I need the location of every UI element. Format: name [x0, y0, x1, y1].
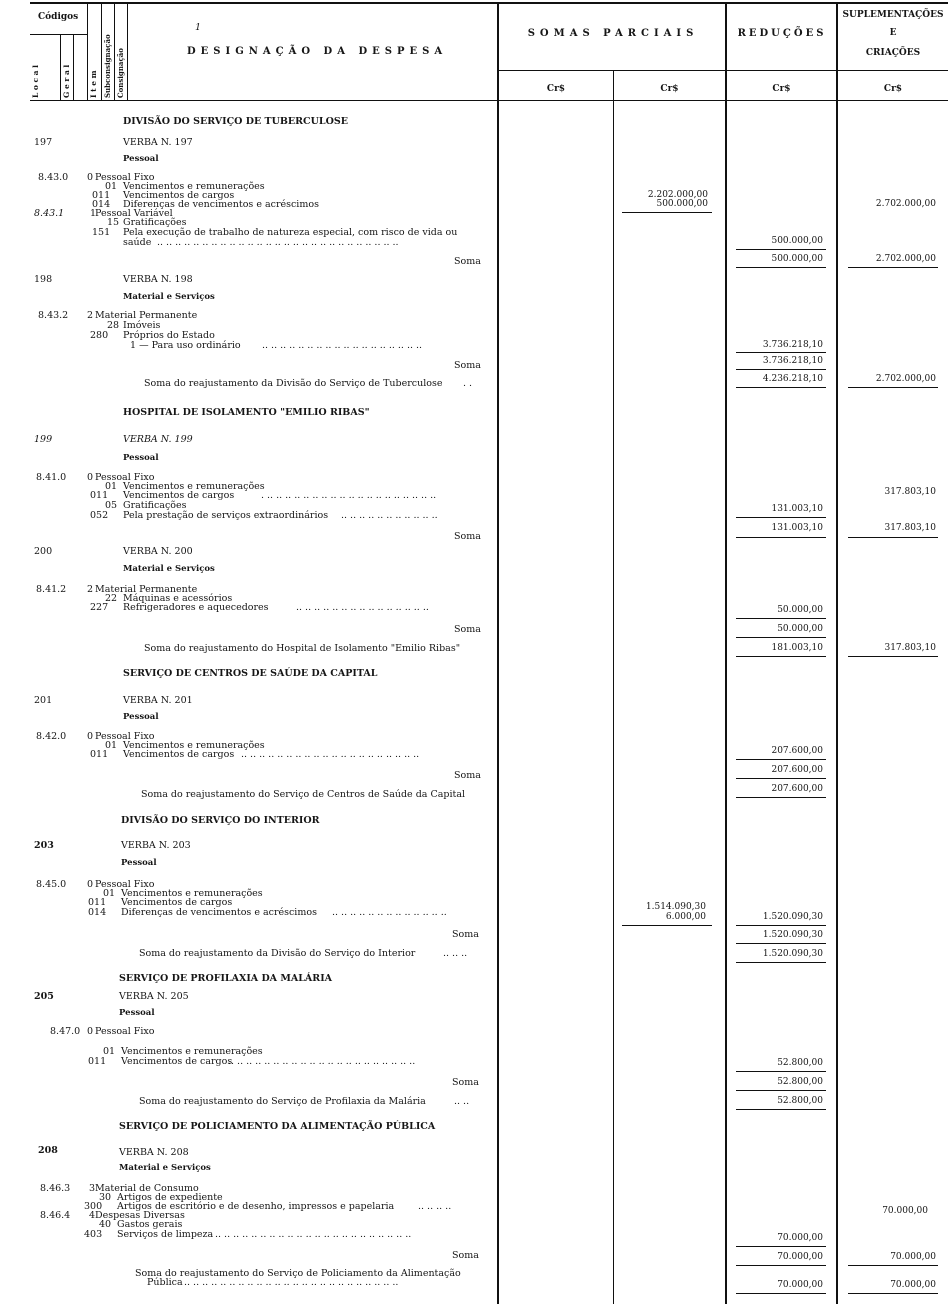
pessoal-heading: Pessoal: [123, 712, 159, 722]
verba-code-198: 198: [34, 274, 53, 285]
underline: [622, 212, 712, 213]
code-col-geral: G e r a l: [62, 64, 71, 98]
line-code: 8.46.3: [40, 1183, 71, 1194]
suplementacoes-header-2: E: [889, 28, 897, 38]
line-text: Pessoal Fixo: [95, 172, 155, 183]
underline: [736, 537, 826, 538]
col-rule-sp-mid: [613, 70, 614, 1304]
line-item: 05: [105, 500, 118, 511]
line-text: Pessoal Fixo: [95, 1026, 155, 1037]
underline: [848, 1293, 938, 1294]
currency-sup: Cr$: [883, 84, 903, 94]
soma-label: Soma: [454, 360, 481, 371]
line-text: Serviços de limpeza: [117, 1229, 214, 1240]
amount-red: 3.736.218,10: [762, 356, 823, 366]
underline: [736, 1293, 826, 1294]
amount-sup: 70.000,00: [890, 1252, 936, 1262]
amount-red: 207.600,00: [771, 746, 823, 756]
soma-label: Soma: [452, 1077, 479, 1088]
line-item: 0: [87, 731, 94, 742]
material-servicos-heading: Material e Serviços: [123, 564, 215, 574]
sp-subheader-rule: [498, 70, 726, 71]
line-item: 3: [89, 1183, 96, 1194]
line-item: 011: [92, 190, 111, 201]
dot-leader: .. ..: [454, 1096, 470, 1107]
underline: [736, 352, 826, 353]
underline: [736, 618, 826, 619]
underline: [736, 249, 826, 250]
amount-red: 207.600,00: [771, 765, 823, 775]
verba-label-203: VERBA N. 203: [121, 840, 191, 851]
line-text: saúde: [123, 237, 152, 248]
line-text: Vencimentos e remunerações: [123, 181, 265, 192]
verba-code-205: 205: [34, 991, 54, 1002]
amount-red: 131.003,10: [771, 523, 823, 533]
top-rule: [30, 2, 948, 4]
section-total-label: Soma do reajustamento da Divisão do Serviço do Interior: [139, 948, 416, 959]
section-title-malaria: SERVIÇO DE PROFILAXIA DA MALÁRIA: [119, 973, 333, 984]
currency-sp1: Cr$: [546, 84, 566, 94]
line-item: 01: [105, 481, 118, 492]
underline: [736, 1071, 826, 1072]
underline: [848, 1265, 938, 1266]
verba-label-199: VERBA N. 199: [123, 434, 193, 445]
line-text: Pessoal Variável: [95, 208, 173, 219]
underline: [736, 369, 826, 370]
dot-leader: .. .. .. .. .. .. .. .. .. .. .. .. .. .. .. .. .. .. .. .. .. .. .. ..: [184, 1277, 399, 1288]
dot-leader: . .. .. .. .. .. .. .. .. .. .. .. .. .. .. .. .. .. .. ..: [261, 490, 437, 501]
col-rule-5: [114, 4, 115, 100]
designacao-header: DESIGNAÇÃO DA DESPESA: [187, 46, 448, 57]
dot-leader: .. .. .. .. .. .. .. .. .. .. ..: [341, 510, 438, 521]
amount-red: 70.000,00: [777, 1280, 823, 1290]
underline: [736, 943, 826, 944]
section-total-label: Soma do reajustamento do Hospital de Isolamento "Emilio Ribas": [144, 643, 461, 654]
amount-red: 500.000,00: [771, 236, 823, 246]
line-text: Vencimentos e remunerações: [123, 481, 265, 492]
line-item: 28: [107, 320, 120, 331]
amount-red: 50.000,00: [777, 605, 823, 615]
amount-red: 1.520.090,30: [762, 912, 823, 922]
verba-code-199: 199: [34, 434, 53, 445]
line-code: 8.45.0: [36, 879, 67, 890]
col-rule-6: [127, 4, 128, 100]
line-item: 300: [84, 1201, 103, 1212]
line-item: 014: [88, 907, 107, 918]
amount-sp: 500.000,00: [656, 199, 708, 209]
suplementacoes-header-3: CRIAÇÕES: [865, 48, 921, 58]
amount-red: 70.000,00: [777, 1252, 823, 1262]
line-text: Vencimentos de cargos: [123, 190, 235, 201]
line-item: 280: [90, 330, 109, 341]
amount-red: 50.000,00: [777, 624, 823, 634]
soma-label: Soma: [454, 531, 481, 542]
section-total-label-cont: Pública: [147, 1277, 183, 1288]
amount-red: 52.800,00: [777, 1058, 823, 1068]
suplementacoes-header-1: SUPLEMENTAÇÕES: [842, 10, 944, 20]
underline: [736, 267, 826, 268]
line-text: Material de Consumo: [95, 1183, 199, 1194]
section-title-interior: DIVISÃO DO SERVIÇO DO INTERIOR: [121, 815, 320, 826]
line-item: 011: [90, 749, 109, 760]
amount-sup: 2.702.000,00: [875, 254, 936, 264]
dot-leader: . .: [463, 378, 473, 389]
amount-sup: 317.803,10: [884, 523, 936, 533]
line-item: 0: [87, 879, 94, 890]
line-item: 30: [99, 1192, 112, 1203]
codigos-label: Códigos: [38, 12, 79, 22]
line-item: 01: [105, 181, 118, 192]
line-item: 0: [87, 472, 94, 483]
amount-sup: 70.000,00: [882, 1206, 928, 1216]
line-code: 8.43.0: [38, 172, 69, 183]
line-text: Vencimentos de cargos: [121, 1056, 233, 1067]
underline: [848, 387, 938, 388]
underline: [736, 759, 826, 760]
verba-label-205: VERBA N. 205: [119, 991, 189, 1002]
line-item: 011: [90, 490, 109, 501]
amount-red: 181.003,10: [771, 643, 823, 653]
underline: [736, 1109, 826, 1110]
dot-leader: .. .. .. ..: [418, 1201, 452, 1212]
dot-leader: .. .. .. .. .. .. .. .. .. .. .. .. .. .. .. .. .. .. .. .. ..: [228, 1056, 416, 1067]
line-item: 15: [107, 217, 120, 228]
amount-red: 4.236.218,10: [762, 374, 823, 384]
line-item: 014: [92, 199, 111, 210]
dot-leader: .. .. ..: [443, 948, 468, 959]
line-text: Gastos gerais: [117, 1219, 183, 1230]
line-item: 2: [87, 584, 94, 595]
amount-sup: 317.803,10: [884, 487, 936, 497]
underline: [848, 267, 938, 268]
somas-parciais-header: SOMAS PARCIAIS: [527, 28, 699, 39]
verba-code-201: 201: [34, 695, 53, 706]
currency-sp2: Cr$: [660, 84, 679, 94]
verba-code-203: 203: [34, 840, 54, 851]
line-text: Pessoal Fixo: [95, 472, 155, 483]
underline: [736, 1246, 826, 1247]
line-text: Pessoal Fixo: [95, 879, 155, 890]
underline: [736, 517, 826, 518]
line-text: Pela prestação de serviços extraordinários: [123, 510, 329, 521]
reducoes-header: REDUÇÕES: [737, 28, 827, 39]
line-text: Diferenças de vencimentos e acréscimos: [121, 907, 317, 918]
line-text: Pela execução de trabalho de natureza especial, com risco de vida ou: [123, 227, 458, 238]
line-item: 052: [90, 510, 109, 521]
dot-leader: .. .. .. .. .. .. .. .. .. .. .. .. .. .. .. .. .. .. .. .. .. ..: [215, 1229, 412, 1240]
pessoal-heading: Pessoal: [123, 154, 159, 164]
header-mark: 1: [195, 22, 202, 33]
line-text: Material Permanente: [95, 584, 198, 595]
section-total-label: Soma do reajustamento do Serviço de Profilaxia da Malária: [139, 1096, 426, 1107]
line-text: Diferenças de vencimentos e acréscimos: [123, 199, 319, 210]
amount-red: 131.003,10: [771, 504, 823, 514]
line-text: Próprios do Estado: [123, 330, 215, 341]
line-text: Pessoal Fixo: [95, 731, 155, 742]
material-servicos-heading: Material e Serviços: [119, 1163, 211, 1173]
underline: [736, 1265, 826, 1266]
dot-leader: .. .. .. .. .. .. .. .. .. .. .. .. .. .. .. .. .. .. .. .. .. .. .. .. .. .. ..: [157, 237, 399, 248]
section-total-label: Soma do reajustamento do Serviço de Policiamento da Alimentação: [135, 1268, 461, 1279]
line-text: Imóveis: [123, 320, 161, 331]
line-text: Vencimentos de cargos: [123, 749, 235, 760]
line-text: Máquinas e acessórios: [123, 593, 233, 604]
col-rule-4: [101, 4, 102, 100]
dot-leader: .. .. .. .. .. .. .. .. .. .. .. .. .. .. .. .. .. .. .. ..: [241, 749, 420, 760]
pessoal-heading: Pessoal: [123, 453, 159, 463]
underline: [736, 637, 826, 638]
underline: [622, 925, 712, 926]
underline: [736, 387, 826, 388]
underline: [848, 537, 938, 538]
line-item: 01: [103, 888, 116, 899]
col-rule-2: [73, 34, 74, 100]
code-col-subconsignacao: Subconsignação: [103, 34, 112, 98]
underline: [736, 778, 826, 779]
amount-red: 52.800,00: [777, 1096, 823, 1106]
section-title-emilio-ribas: HOSPITAL DE ISOLAMENTO "EMILIO RIBAS": [123, 407, 370, 418]
amount-sup: 2.702.000,00: [875, 199, 936, 209]
col-rule-3: [87, 4, 88, 100]
red-subheader-rule: [726, 70, 836, 71]
line-item: 4: [89, 1210, 96, 1221]
amount-red: 52.800,00: [777, 1077, 823, 1087]
line-item: 403: [84, 1229, 103, 1240]
line-text: Material Permanente: [95, 310, 198, 321]
line-text: Vencimentos e remunerações: [121, 1046, 263, 1057]
dot-leader: .. .. .. .. .. .. .. .. .. .. .. .. .. .. ..: [296, 602, 429, 613]
line-code: 8.43.1: [34, 208, 65, 219]
soma-label: Soma: [454, 770, 481, 781]
line-text: Vencimentos de cargos: [121, 897, 233, 908]
amount-sup: 70.000,00: [890, 1280, 936, 1290]
line-item: 151: [92, 227, 111, 238]
line-text: Artigos de expediente: [117, 1192, 223, 1203]
codes-underline: [30, 34, 88, 35]
col-rule-1: [60, 34, 61, 100]
line-item: 227: [90, 602, 109, 613]
line-text: Vencimentos de cargos: [123, 490, 235, 501]
underline: [736, 962, 826, 963]
soma-label: Soma: [452, 929, 479, 940]
col-rule-sp-left: [497, 4, 499, 1304]
line-code: 8.47.0: [50, 1026, 81, 1037]
section-total-label: Soma do reajustamento do Serviço de Centros de Saúde da Capital: [141, 789, 466, 800]
line-item: 22: [105, 593, 118, 604]
verba-label-200: VERBA N. 200: [123, 546, 193, 557]
section-title-tuberculose: DIVISÃO DO SERVIÇO DE TUBERCULOSE: [123, 116, 348, 127]
verba-label-201: VERBA N. 201: [123, 695, 193, 706]
line-item: 0: [87, 172, 94, 183]
amount-red: 1.520.090,30: [762, 949, 823, 959]
line-item: 0: [87, 1026, 94, 1037]
verba-label-198: VERBA N. 198: [123, 274, 193, 285]
amount-sp: 2.202.000,00: [647, 190, 708, 200]
amount-red: 500.000,00: [771, 254, 823, 264]
line-text: 1 — Para uso ordinário: [130, 340, 241, 351]
line-code: 8.41.2: [36, 584, 67, 595]
amount-sp: 1.514.090,30: [645, 902, 706, 912]
verba-label-208: VERBA N. 208: [119, 1147, 189, 1158]
soma-label: Soma: [454, 256, 481, 267]
line-item: 011: [88, 897, 107, 908]
section-total-label: Soma do reajustamento da Divisão do Serviço de Tuberculose: [144, 378, 443, 389]
line-text: Vencimentos e remunerações: [121, 888, 263, 899]
section-title-centros-saude: SERVIÇO DE CENTROS DE SAÚDE DA CAPITAL: [123, 668, 378, 679]
code-col-item: I t e m: [89, 70, 98, 98]
soma-label: Soma: [454, 624, 481, 635]
header-bottom: [30, 100, 948, 101]
currency-red: Cr$: [772, 84, 791, 94]
amount-red: 1.520.090,30: [762, 930, 823, 940]
amount-red: 3.736.218,10: [762, 340, 823, 350]
line-item: 01: [105, 740, 118, 751]
amount-red: 70.000,00: [777, 1233, 823, 1243]
verba-code-200: 200: [34, 546, 53, 557]
dot-leader: .. .. .. .. .. .. .. .. .. .. .. .. ..: [332, 907, 447, 918]
amount-sup: 2.702.000,00: [875, 374, 936, 384]
line-text: Gratificações: [123, 500, 187, 511]
line-text: Artigos de escritório e de desenho, impressos e papelaria: [117, 1201, 395, 1212]
verba-code-208: 208: [38, 1145, 58, 1156]
underline: [736, 656, 826, 657]
line-code: 8.43.2: [38, 310, 69, 321]
line-code: 8.42.0: [36, 731, 67, 742]
pessoal-heading: Pessoal: [119, 1008, 155, 1018]
code-col-consignacao: Consignação: [116, 48, 125, 98]
line-text: Vencimentos e remunerações: [123, 740, 265, 751]
dot-leader: .. .. .. .. .. .. .. .. .. .. .. .. .. .. .. .. .. ..: [262, 340, 423, 351]
underline: [736, 1090, 826, 1091]
line-text: Gratificações: [123, 217, 187, 228]
section-title-alimentacao: SERVIÇO DE POLICIAMENTO DA ALIMENTAÇÃO PÚBLICA: [119, 1121, 436, 1132]
code-col-local: L o c a l: [31, 65, 40, 98]
line-item: 2: [87, 310, 94, 321]
line-code: 8.46.4: [40, 1210, 71, 1221]
sup-subheader-rule: [837, 70, 948, 71]
verba-label-197: VERBA N. 197: [123, 137, 193, 148]
amount-sp: 6.000,00: [665, 912, 706, 922]
pessoal-heading: Pessoal: [121, 858, 157, 868]
line-text: Refrigeradores e aquecedores: [123, 602, 269, 613]
material-servicos-heading: Material e Serviços: [123, 292, 215, 302]
col-rule-red-left: [725, 4, 727, 1304]
amount-red: 207.600,00: [771, 784, 823, 794]
line-item: 011: [88, 1056, 107, 1067]
line-item: 1: [90, 208, 97, 219]
underline: [736, 797, 826, 798]
underline: [848, 656, 938, 657]
verba-code-197: 197: [34, 137, 53, 148]
soma-label: Soma: [452, 1250, 479, 1261]
line-code: 8.41.0: [36, 472, 67, 483]
line-text: Despesas Diversas: [95, 1210, 185, 1221]
line-item: 40: [99, 1219, 112, 1230]
line-item: 01: [103, 1046, 116, 1057]
amount-sup: 317.803,10: [884, 643, 936, 653]
underline: [736, 925, 826, 926]
